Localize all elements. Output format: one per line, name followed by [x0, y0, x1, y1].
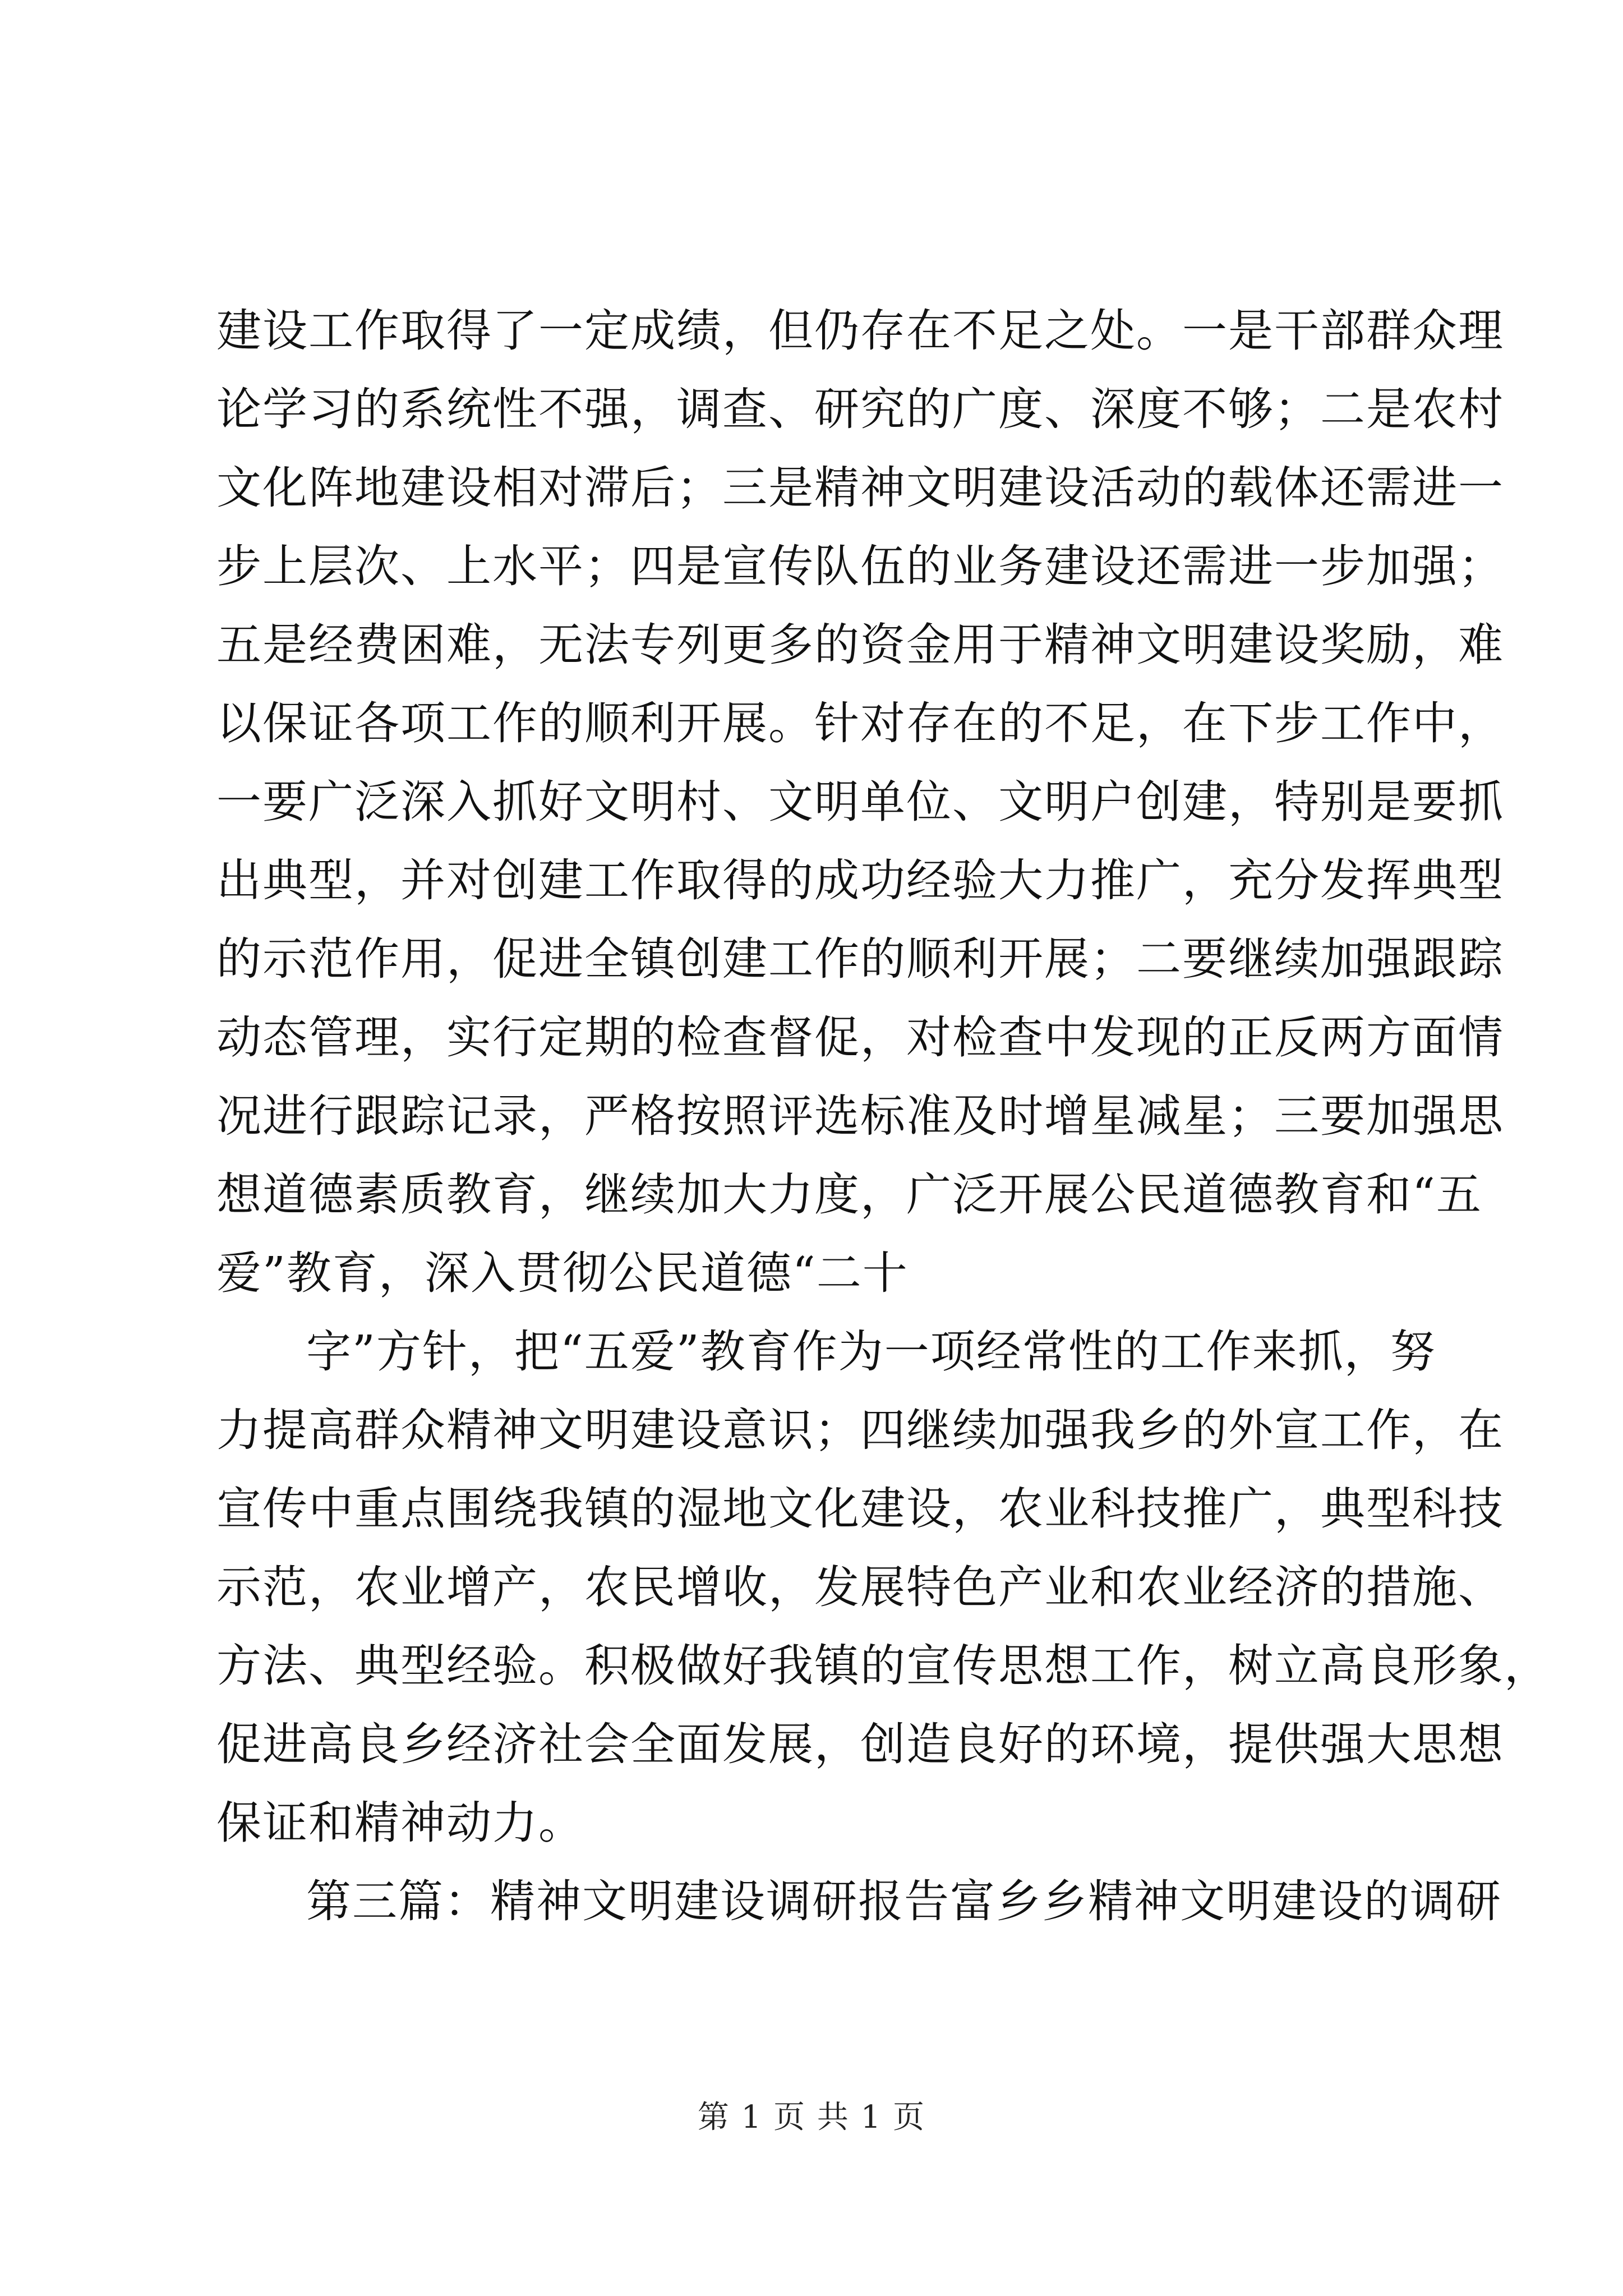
text-line-17: 示范，农业增产，农民增收，发展特色产业和农业经济的措施、 — [216, 1561, 1504, 1613]
page-footer: 第 1 页 共 1 页 — [697, 2099, 926, 2136]
text-line-3: 文化阵地建设相对滞后；三是精神文明建设活动的载体还需进一 — [216, 462, 1504, 514]
text-line-6: 以保证各项工作的顺利开展。针对存在的不足，在下步工作中， — [216, 697, 1504, 749]
text-line-9: 的示范作用，促进全镇创建工作的顺利开展；二要继续加强跟踪 — [216, 933, 1504, 985]
text-line-16: 宣传中重点围绕我镇的湿地文化建设，农业科技推广，典型科技 — [216, 1483, 1504, 1535]
section-heading-line: 第三篇：精神文明建设调研报告富乡乡精神文明建设的调研 — [306, 1875, 1502, 1927]
text-line-5: 五是经费困难，无法专列更多的资金用于精神文明建设奖励，难 — [216, 619, 1504, 671]
text-line-18: 方法、典型经验。积极做好我镇的宣传思想工作，树立高良形象， — [216, 1640, 1550, 1692]
text-line-12: 想道德素质教育，继续加大力度，广泛开展公民道德教育和“五 — [216, 1168, 1482, 1221]
text-line-1: 建设工作取得了一定成绩，但仍存在不足之处。一是干部群众理 — [216, 305, 1504, 357]
text-line-19: 促进高良乡经济社会全面发展，创造良好的环境，提供强大思想 — [216, 1718, 1504, 1770]
text-line-20: 保证和精神动力。 — [216, 1797, 584, 1849]
text-line-4: 步上层次、上水平；四是宣传队伍的业务建设还需进一步加强； — [216, 540, 1504, 592]
text-line-2: 论学习的系统性不强，调查、研究的广度、深度不够；二是农村 — [216, 383, 1504, 435]
text-line-14: 字”方针，把“五爱”教育作为一项经常性的工作来抓，努 — [306, 1326, 1436, 1378]
text-line-8: 出典型，并对创建工作取得的成功经验大力推广，充分发挥典型 — [216, 854, 1504, 907]
text-line-13: 爱”教育，深入贯彻公民道德“二十 — [216, 1247, 909, 1299]
text-line-15: 力提高群众精神文明建设意识；四继续加强我乡的外宣工作，在 — [216, 1404, 1504, 1456]
body-text — [216, 292, 1550, 1941]
text-line-10: 动态管理，实行定期的检查督促，对检查中发现的正反两方面情 — [216, 1011, 1504, 1064]
text-line-7: 一要广泛深入抓好文明村、文明单位、文明户创建，特别是要抓 — [216, 776, 1504, 828]
text-line-11: 况进行跟踪记录，严格按照评选标准及时增星减星；三要加强思 — [216, 1090, 1504, 1142]
